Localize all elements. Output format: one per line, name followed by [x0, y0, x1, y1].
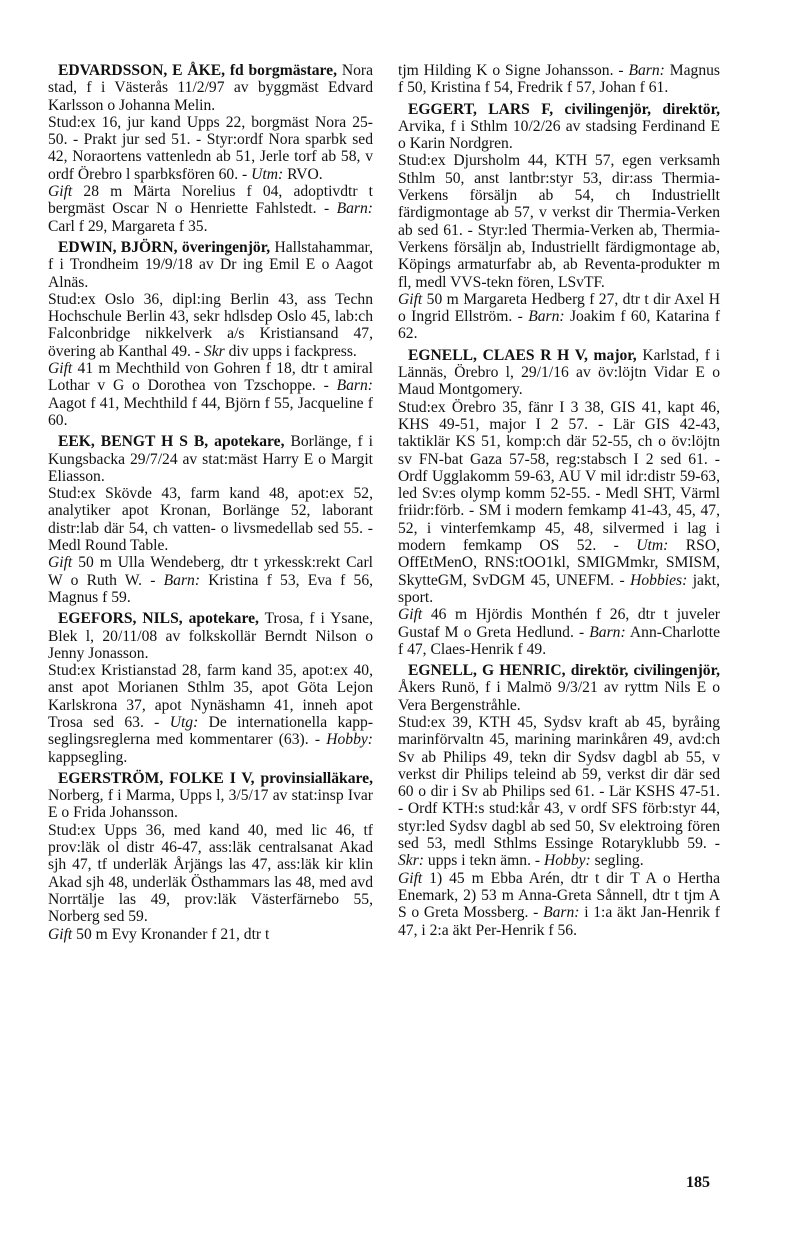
entry-children: Magnus f 50, Kristina f 54, Fredrik f 57, Johan f 61.: [398, 62, 720, 97]
entry-marriage: 50 m Evy Kronander f 21, dtr t: [76, 925, 270, 943]
entry-role: överingenjör,: [181, 238, 271, 256]
entry-intro: Nora stad, f i Västerås 11/2/97 av byggmäst Edvard Karlsson o Johanna Melin.: [48, 62, 374, 114]
entry-intro: Trosa, f i Ysane, Blek l, 20/11/08 av folkskollär Berndt Nilson o Jenny Jonasson.: [48, 610, 374, 662]
entry-studies: Stud:ex Örebro 35, fänr I 3 38, GIS 41, kapt 46, KHS 49-51, major I 2 57. - Lär GIS 42-43, taktiklär KS 51, komp:ch där 52-55, ch o öv:löjtn sv FN-bat Gaza 57-58, reg:stabsch I 2 sed 61. - Ordf Ugglakomm 59-63, AU V mil idr:distr 59-63, led Sv:es olymp komm 52-55. - Medl SHT, Värml friidr:förb. - SM i modern femkamp 41-43, 45, 47, 52, i vinterfemkamp 45, 48, silvermed i lag i modern femkamp OS 52. -: [398, 398, 720, 555]
entry-name: EGNELL, G HENRIC,: [408, 662, 566, 680]
entry-intro: Arvika, f i Sthlm 10/2/26 av stadsing Ferdinand E o Karin Nordgren.: [398, 117, 720, 153]
entry-marriage: 50 m Margareta Hedberg f 27, dtr t dir Axel H o Ingrid Ellström. -: [398, 290, 720, 326]
barn-label: Barn:: [589, 623, 626, 641]
entry-role: provinsialläkare,: [260, 769, 373, 787]
utm-label: Utm:: [251, 165, 284, 183]
barn-label: Barn:: [163, 571, 201, 589]
entry-continuation: tjm Hilding K o Signe Johansson. -: [398, 62, 624, 79]
gift-label: Gift: [48, 925, 73, 943]
entry-name: EDVARDSSON, E ÅKE,: [58, 62, 226, 79]
entry-name: EDWIN, BJÖRN,: [58, 238, 178, 256]
barn-label: Barn:: [543, 904, 580, 922]
entry-children: Joakim f 60, Katarina f 62.: [398, 308, 721, 343]
entry-name: EEK, BENGT H S B,: [58, 433, 209, 451]
entry-marriage: 50 m Ulla Wendeberg, dtr t yrkessk:rekt Carl W o Ruth W. -: [48, 554, 373, 589]
entry-studies: Stud:ex Upps 36, med kand 40, med lic 46, tf prov:läk ol distr 46-47, ass:läk centralsanat Akad sjh 47, tf underläk Årjängs las 47, ass:läk kir klin Akad sjh 48, underläk Östhammars las 48, med avd Norrtälje las 49, prov:läk Västerfärnebo 55, Norberg sed 59.: [48, 821, 373, 926]
entry-intro: Borlänge, f i Kungsbacka 29/7/24 av stat:mäst Harry E o Margit Eliasson.: [48, 433, 373, 485]
entry-marriage: 41 m Mechthild von Gohren f 18, dtr t amiral Lothar v G o Dorothea von Tzschoppe. -: [48, 360, 373, 395]
entry-role: major,: [593, 346, 637, 364]
page-number: 185: [686, 1174, 710, 1191]
gift-label: Gift: [398, 290, 423, 308]
entry-studies: Stud:ex 16, jur kand Upps 22, borgmäst Nora 25-50. - Prakt jur sed 51. - Styr:ordf Nora sparbk sed 42, Noraortens vattenledn ab 51, Jerle torf ab 58, v ordf Örebro l sparbksfören 60. -: [48, 113, 373, 183]
entry-hobby: segling.: [594, 852, 644, 870]
entry-studies: Stud:ex 39, KTH 45, Sydsv kraft ab 45, byråing marinförvaltn 45, marining marinkåren 49, avd:ch Sv ab Philips 49, tekn dir Sydsv dagbl ab 55, v verkst dir Philips teleind ab 59, verkst dir där sed 60 o dir i Sv ab Philips sed 61. - Lär KSHS 47-51. - Ordf KTH:s stud:kår 43, v ordf SFS förb:styr 44, styr:led Sydsv dagbl ab sed 50, Sv elektroing fören sed 53, medl Sthlms Essinge Rotaryklubb 59. -: [398, 713, 720, 853]
entry-egefors: [48, 610, 373, 766]
right-column: [398, 62, 720, 943]
entry-name: EGNELL, CLAES R H V,: [408, 346, 588, 364]
entry-edwin: [48, 239, 373, 429]
entry-edvardsson: [48, 62, 373, 235]
entry-eek: [48, 433, 373, 606]
entry-role: direktör, civilingenjör,: [570, 662, 720, 680]
barn-label: Barn:: [336, 377, 373, 395]
hobby-label: Hobby:: [326, 731, 373, 749]
entry-children: Aagot f 41, Mechthild f 44, Björn f 55, Jacqueline f 60.: [48, 394, 373, 429]
entry-egerstrom: [48, 770, 373, 943]
gift-label: Gift: [398, 606, 423, 624]
entry-studies: Stud:ex Kristianstad 28, farm kand 35, apot:ex 40, anst apot Morianen Sthlm 35, apot Göta Lejon Karlskrona 37, apot Nynäshamn 41, inneh apot Trosa sed 63. -: [48, 662, 373, 731]
entry-hobbies: jakt, sport.: [398, 571, 720, 606]
hobbies-label: Hobbies:: [630, 571, 688, 589]
entry-eggert: [398, 101, 720, 343]
gift-label: Gift: [48, 554, 73, 572]
entry-intro: Norberg, f i Marma, Upps l, 3/5/17 av stat:insp Ivar E o Frida Johansson.: [48, 787, 373, 822]
entry-role: civilingenjör, direktör,: [564, 100, 720, 118]
utg-label: Utg:: [169, 713, 199, 731]
entry-name: EGEFORS, NILS,: [58, 610, 183, 628]
entry-publications: De internationella kappseglingsreglerna med kommentarer (63). -: [48, 713, 374, 749]
gift-label: Gift: [48, 360, 73, 378]
hobby-label: Hobby:: [543, 852, 591, 870]
entry-children: i 1:a äkt Jan-Henrik f 47, i 2:a äkt Per-Henrik f 56.: [398, 904, 720, 939]
entry-marriage: 46 m Hjördis Monthén f 26, dtr t juveler Gustaf M o Greta Hedlund. -: [398, 606, 720, 641]
entry-name: EGERSTRÖM, FOLKE I V,: [58, 769, 255, 787]
entry-honours: RSO, OffEtMenO, RNS:tOO1kl, SMIGMmkr, SMISM, SkytteGM, SvDGM 45, UNEFM. -: [398, 537, 721, 589]
entry-intro: Åkers Runö, f i Malmö 9/3/21 av ryttm Nils E o Vera Bergenstråhle.: [398, 679, 720, 714]
entry-role: fd borgmästare,: [229, 62, 338, 79]
entry-name: EGGERT, LARS F,: [408, 100, 554, 118]
utm-label: Utm:: [636, 537, 669, 555]
entry-children: Carl f 29, Margareta f 35.: [48, 217, 208, 235]
entry-egnell-henric: [398, 662, 720, 939]
entry-role: apotekare,: [214, 433, 285, 451]
entry-hobby: kappsegling.: [48, 748, 128, 766]
entry-egnell-claes: [398, 347, 720, 658]
entry-studies: Stud:ex Oslo 36, dipl:ing Berlin 43, ass Techn Hochschule Berlin 43, sekr hdlsdep Oslo 45, lab:ch Falconbridge nikkelverk a/s Kristiansand 47, övering ab Kanthal 49. -: [48, 290, 373, 360]
entry-writings: div upps i fackpress.: [228, 342, 357, 360]
entry-intro: Hallstahammar, f i Trondheim 19/9/18 av Dr ing Emil E o Aagot Alnäs.: [48, 238, 373, 291]
entry-children: Ann-Charlotte f 47, Claes-Henrik f 49.: [398, 623, 720, 658]
gift-label: Gift: [48, 183, 73, 201]
barn-label: Barn:: [628, 62, 665, 79]
entry-children: Kristina f 53, Eva f 56, Magnus f 59.: [48, 571, 374, 606]
left-column: [48, 62, 373, 947]
entry-writings: upps i tekn ämn. -: [427, 852, 541, 870]
barn-label: Barn:: [336, 200, 373, 218]
entry-marriage: 1) 45 m Ebba Arén, dtr t dir T A o Hertha Enemark, 2) 53 m Anna-Greta Sånnell, dtr t tjm A S o Greta Mossberg. -: [398, 869, 720, 922]
gift-label: Gift: [398, 869, 423, 887]
entry-egerstrom-continued: [398, 62, 720, 97]
skr-label: Skr:: [398, 852, 424, 870]
barn-label: Barn:: [528, 308, 565, 326]
entry-honours: RVO.: [287, 165, 323, 183]
entry-role: apotekare,: [188, 610, 259, 628]
entry-intro: Karlstad, f i Lännäs, Örebro l, 29/1/16 av öv:löjtn Vidar E o Maud Montgomery.: [398, 346, 720, 399]
entry-marriage: 28 m Märta Norelius f 04, adoptivdtr t bergmäst Oscar N o Henriette Fahlstedt. -: [48, 183, 373, 218]
entry-studies: Stud:ex Skövde 43, farm kand 48, apot:ex 52, analytiker apot Kronan, Borlänge 52, laborant distr:lab där 54, ch vatten- o livsmedellab sed 55. - Medl Round Table.: [48, 485, 373, 555]
skr-label: Skr: [203, 342, 225, 360]
entry-studies: Stud:ex Djursholm 44, KTH 57, egen verksamh Sthlm 50, anst lantbr:styr 53, dir:ass Thermia-Verkens försäljn ab 54, ch Industriellt färdigmontage ab 57, v verkst dir Thermia-Verken ab sed 61. - Styr:led Thermia-Verken ab, Thermia-Verkens försäljn ab, Industriellt färdigmontage ab, Köpings armaturfabr ab, ab Reventa-produkter m fl, medl VVS-tekn fören, LSvTF.: [398, 152, 720, 291]
